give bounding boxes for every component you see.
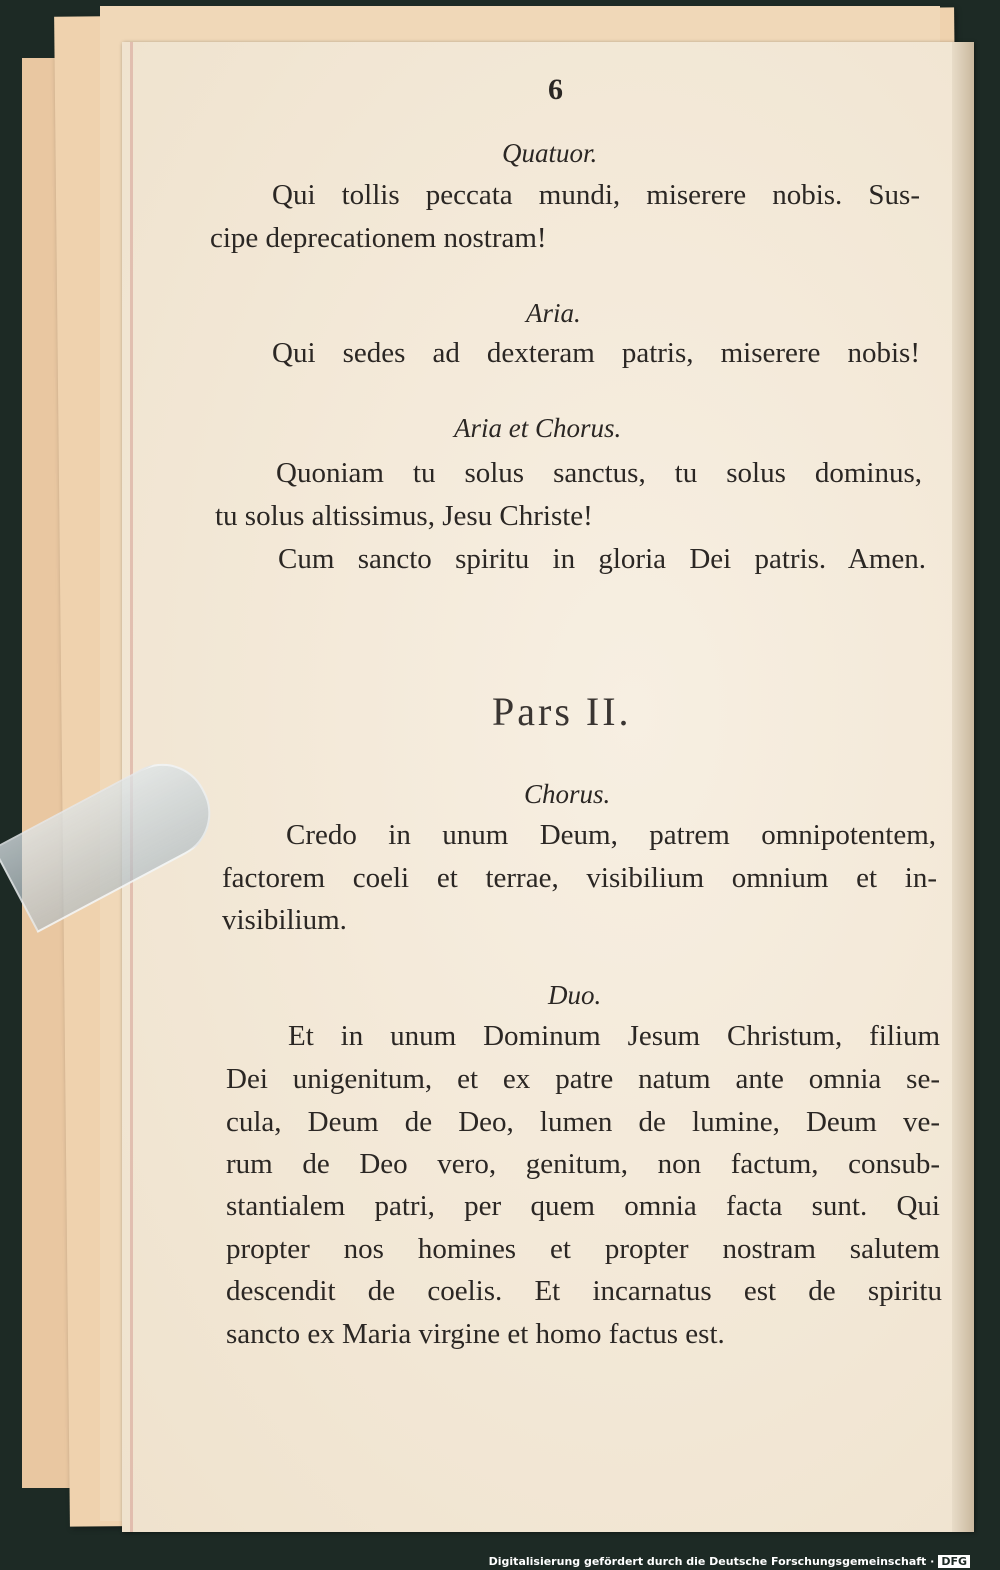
text-line: Cum sancto spiritu in gloria Dei patris. Amen. xyxy=(278,543,926,575)
text-line: cipe deprecationem nostram! xyxy=(210,222,547,254)
text-line: rum de Deo vero, genitum, non factum, consub- xyxy=(226,1148,940,1180)
text-line: descendit de coelis. Et incarnatus est de spiritu xyxy=(226,1275,942,1307)
text-line: Credo in unum Deum, patrem omnipotentem, xyxy=(286,819,936,851)
dfg-logo: DFG xyxy=(938,1555,970,1568)
text-line: Et in unum Dominum Jesum Christum, filium xyxy=(288,1020,940,1052)
text-line: propter nos homines et propter nostram salutem xyxy=(226,1233,940,1265)
section-heading-chorus: Chorus. xyxy=(524,779,611,809)
digitization-credit xyxy=(489,1555,970,1568)
page-edge xyxy=(952,42,974,1532)
text-line: stantialem patri, per quem omnia facta sunt. Qui xyxy=(226,1190,940,1222)
section-heading-aria: Aria. xyxy=(526,298,581,328)
text-line: Qui tollis peccata mundi, miserere nobis. Sus- xyxy=(272,179,920,211)
text-line: Qui sedes ad dexteram patris, miserere nobis! xyxy=(272,337,920,369)
credit-text: Digitalisierung gefördert durch die Deutsche Forschungsgemeinschaft · xyxy=(488,1555,935,1568)
text-line: sancto ex Maria virgine et homo factus est. xyxy=(226,1318,725,1350)
text-line: tu solus altissimus, Jesu Christe! xyxy=(215,500,593,532)
text-line: cula, Deum de Deo, lumen de lumine, Deum ve- xyxy=(226,1106,940,1138)
book-page xyxy=(122,42,974,1532)
text-line: visibilium. xyxy=(222,904,347,936)
section-heading-aria-et-chorus: Aria et Chorus. xyxy=(454,413,622,443)
section-heading-duo: Duo. xyxy=(548,980,602,1010)
text-line: Dei unigenitum, et ex patre natum ante omnia se- xyxy=(226,1063,940,1095)
text-line: Quoniam tu solus sanctus, tu solus dominus, xyxy=(276,457,922,489)
section-heading-quatuor: Quatuor. xyxy=(502,138,598,168)
page-number: 6 xyxy=(548,73,563,106)
text-line: factorem coeli et terrae, visibilium omnium et in- xyxy=(222,862,937,894)
part-title: Pars II. xyxy=(492,689,632,734)
